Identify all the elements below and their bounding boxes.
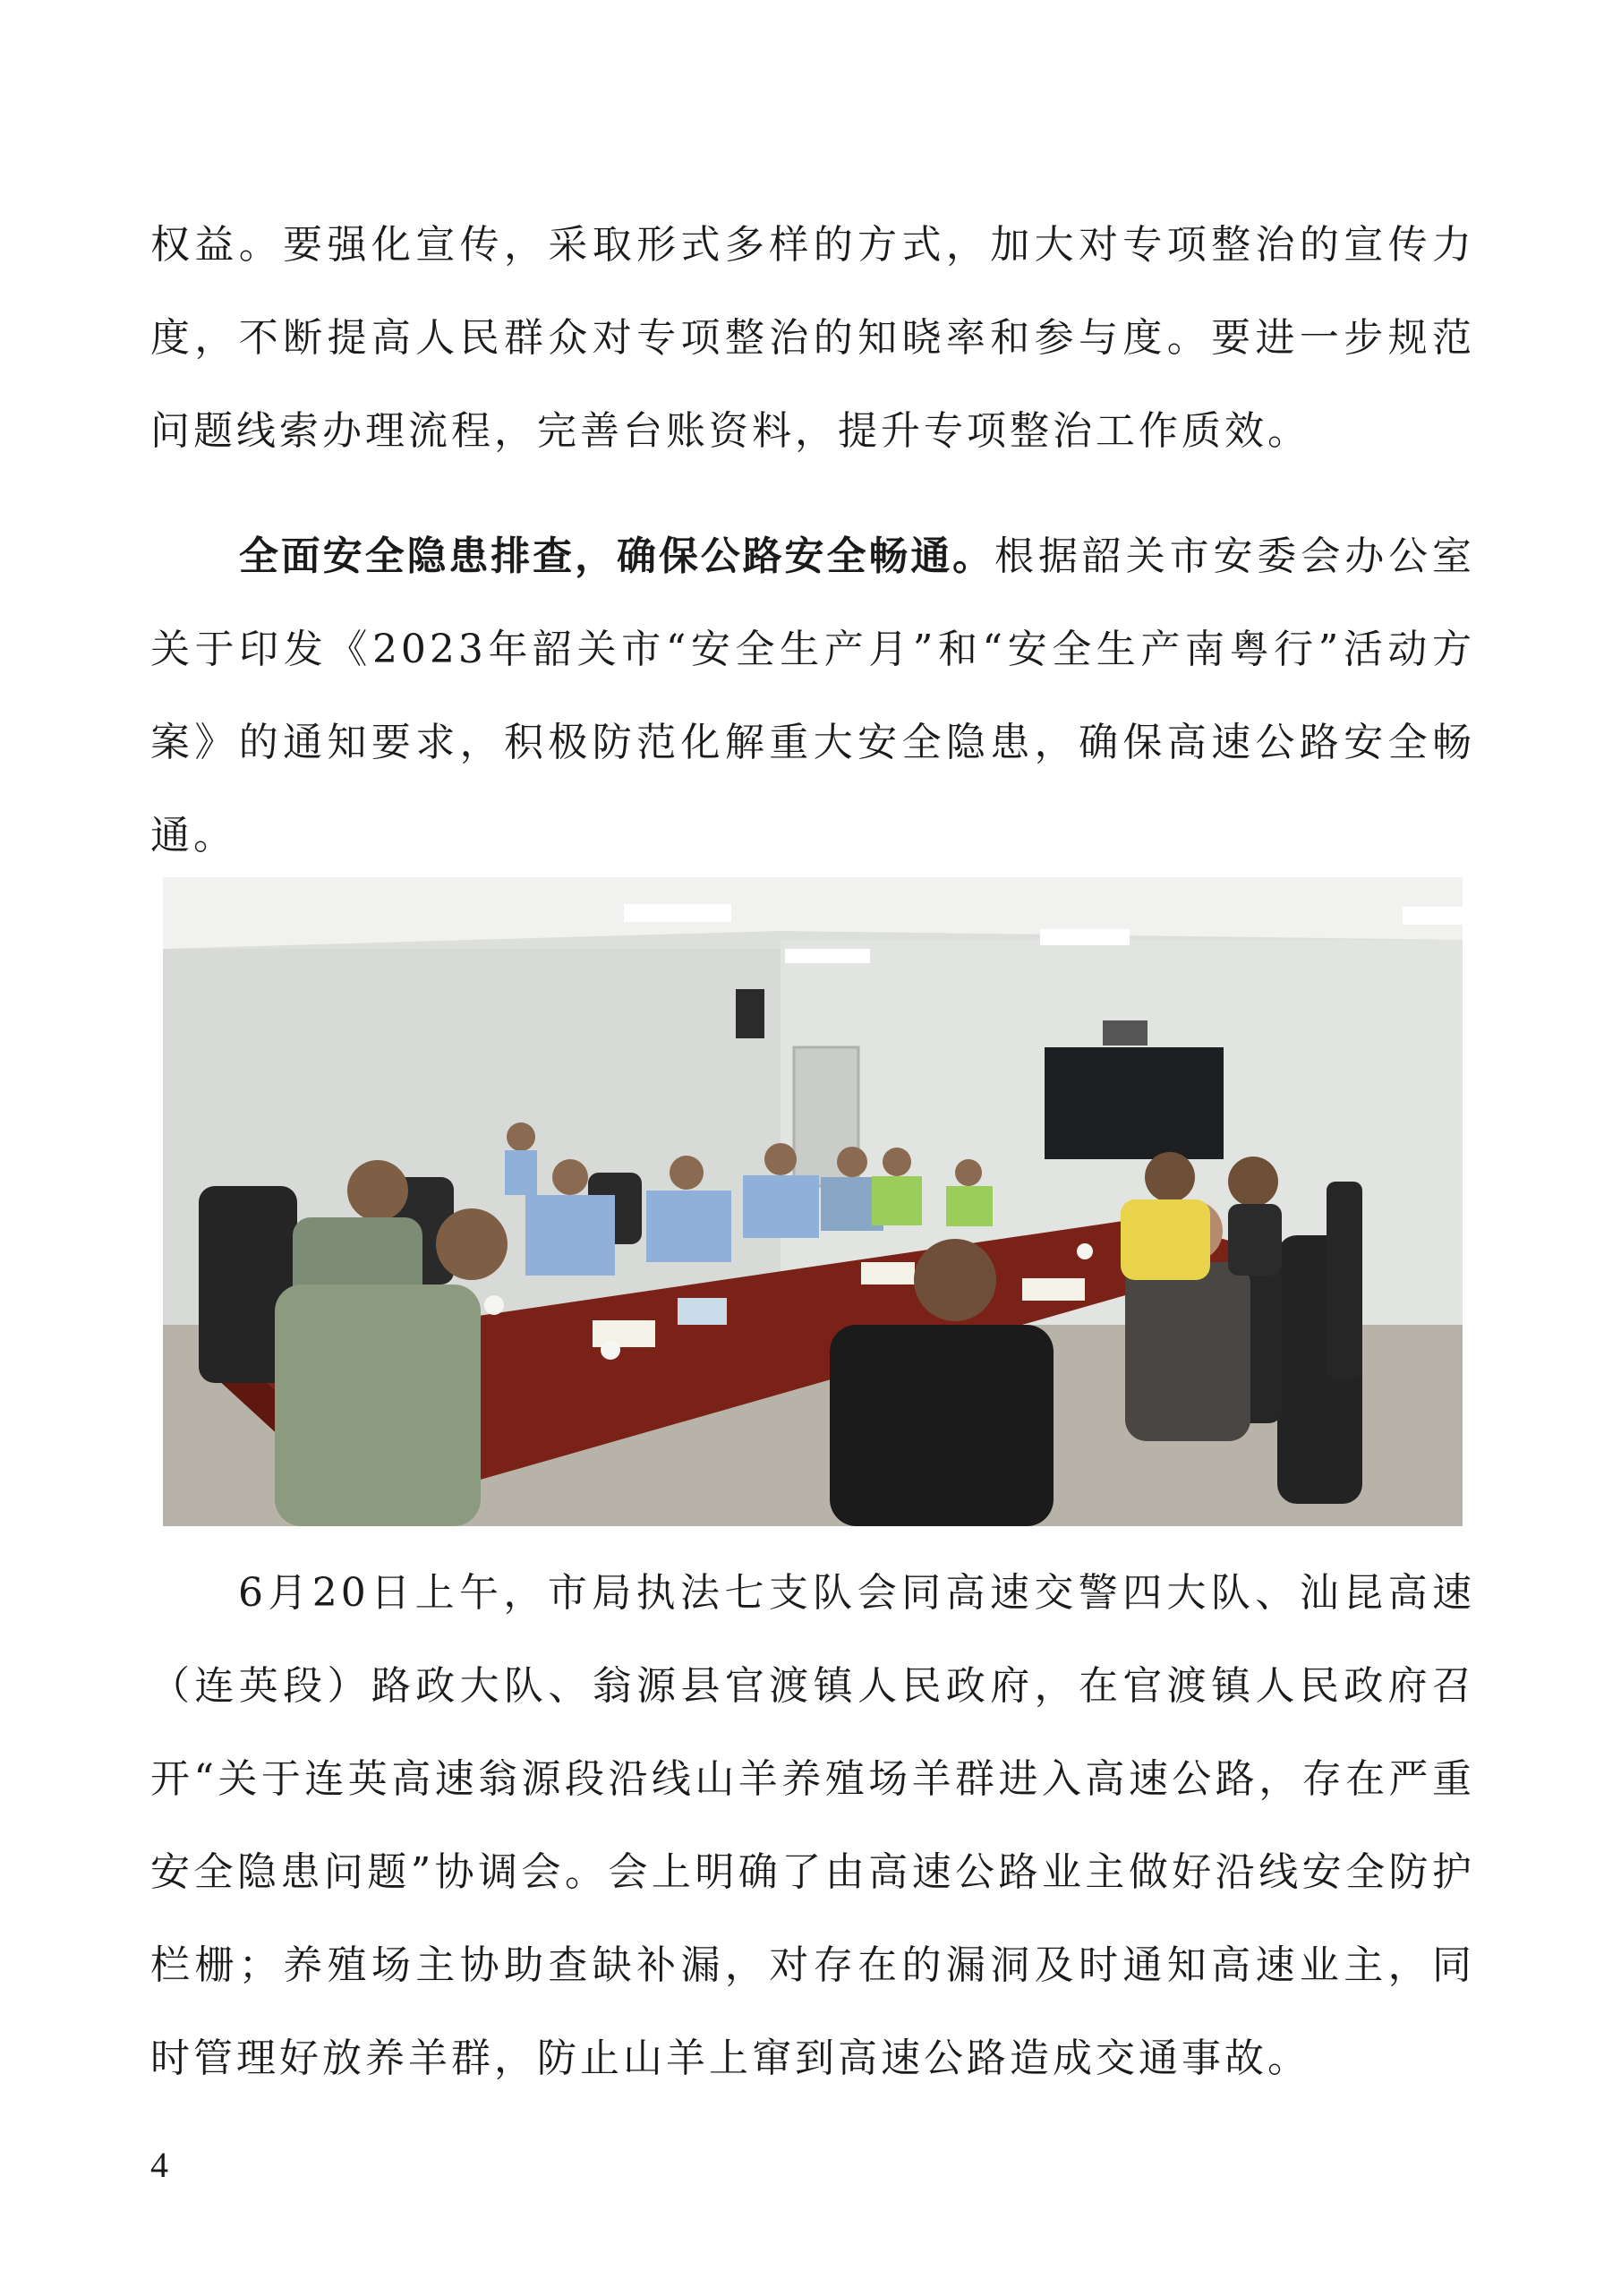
section-heading: 全面安全隐患排查，确保公路安全畅通。: [238, 533, 995, 579]
paragraph-2: [150, 510, 1475, 883]
paragraph-3: 6月20日上午，市局执法七支队会同高速交警四大队、汕昆高速（连英段）路政大队、翁源县官渡镇人民政府，在官渡镇人民政府召开“关于连英高速翁源段沿线山羊养殖场羊群进入高速公路，存在严重安全隐患问题”协调会。会上明确了由高速公路业主做好沿线安全防护栏栅；养殖场主协助查缺补漏，对存在的漏洞及时通知高速业主，同时管理好放养羊群，防止山羊上窜到高速公路造成交通事故。: [150, 1570, 1475, 2081]
paragraph-1: 权益。要强化宣传，采取形式多样的方式，加大对专项整治的宣传力度，不断提高人民群众对专项整治的知晓率和参与度。要进一步规范问题线索办理流程，完善台账资料，提升专项整治工作质效。: [150, 222, 1475, 454]
meeting-photo: [163, 877, 1463, 1526]
paragraph-2-body: 根据韶关市安委会办公室关于印发《2023年韶关市“安全生产月”和“安全生产南粤行”活动方案》的通知要求，积极防范化解重大安全隐患，确保高速公路安全畅通。: [150, 533, 1476, 858]
page-number: 4: [150, 2145, 168, 2185]
